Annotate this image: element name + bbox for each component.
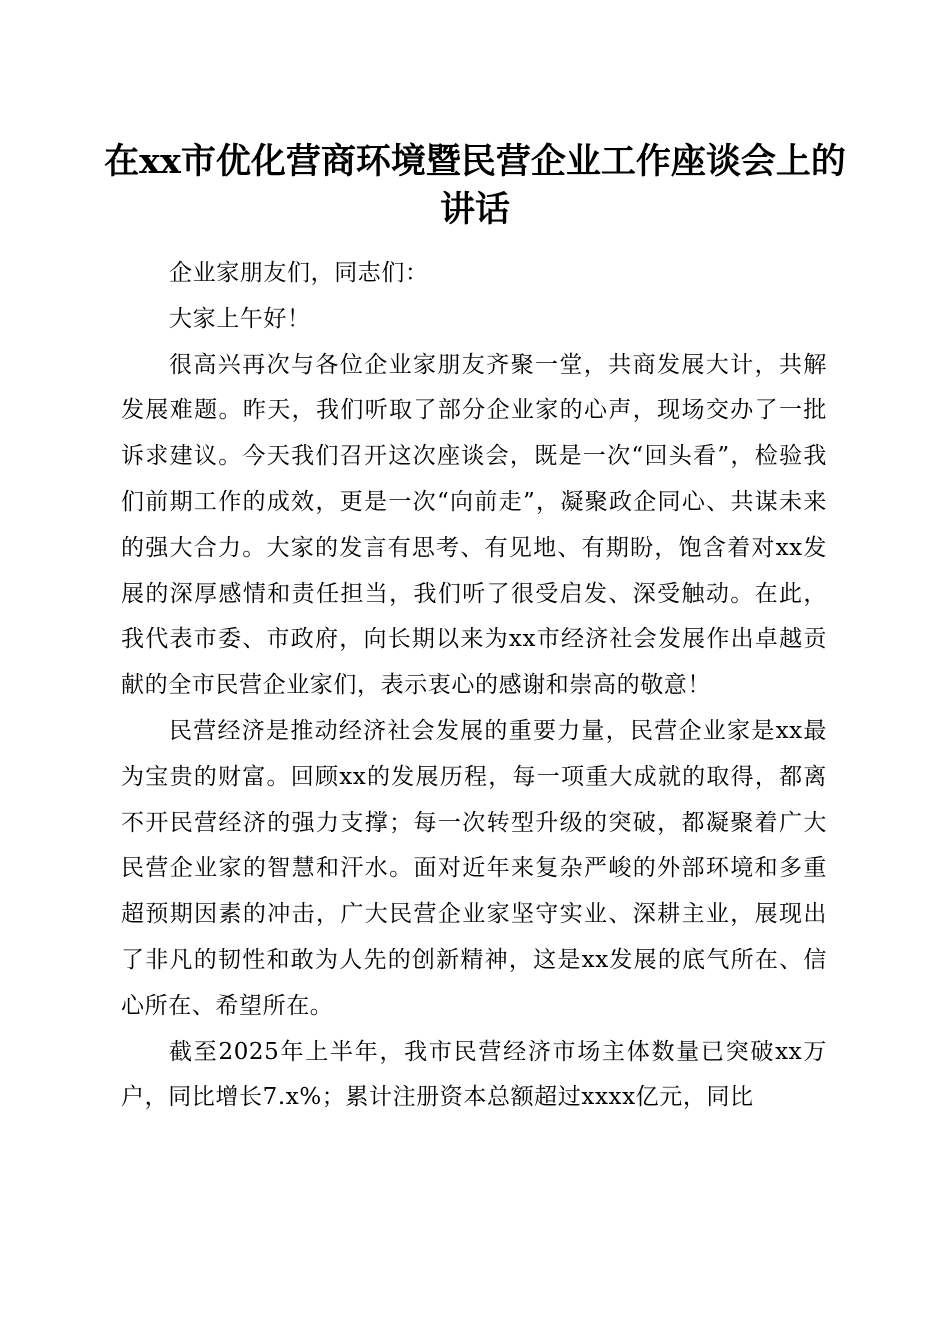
salutation: 企业家朋友们，同志们： <box>169 260 429 286</box>
greeting: 大家上午好！ <box>169 305 311 332</box>
paragraph-opening: 很高兴再次与各位企业家朋友齐聚一堂，共商发展大计，共解发展难题。昨天，我们听取了部分企业家的心声，现场交办了一批诉求建议。今天我们召开这次座谈会，既是一次“回头看”，检验我们前期工作的成效，更是一次“向前走”，凝聚政企同心、共谋未来的强大合力。大家的发言有思考、有见地、有期盼，饱含着对xx发展的深厚感情和责任担当，我们听了很受启发、深受触动。在此，我代表市委、市政府，向长期以来为xx市经济社会发展作出卓越贡献的全市民营企业家们，表示衷心的感谢和崇高的敬意！ <box>121 351 827 699</box>
paragraph-private-economy: 民营经济是推动经济社会发展的重要力量，民营企业家是xx最为宝贵的财富。回顾xx的发展历程，每一项重大成就的取得，都离不开民营经济的强力支撑；每一次转型升级的突破，都凝聚着广大民营企业家的智慧和汗水。面对近年来复杂严峻的外部环境和多重超预期因素的冲击，广大民营企业家坚守实业、深耕主业，展现出了非凡的韧性和敢为人先的创新精神，这是xx发展的底气所在、信心所在、希望所在。 <box>121 717 827 1019</box>
document-body <box>121 251 827 1121</box>
paragraph-statistics: 截至2025年上半年，我市民营经济市场主体数量已突破xx万户，同比增长7.x%；累计注册资本总额超过xxxx亿元，同比 <box>121 1038 827 1111</box>
page-title: 在xx市优化营商环境暨民营企业工作座谈会上的讲话 <box>104 141 846 230</box>
